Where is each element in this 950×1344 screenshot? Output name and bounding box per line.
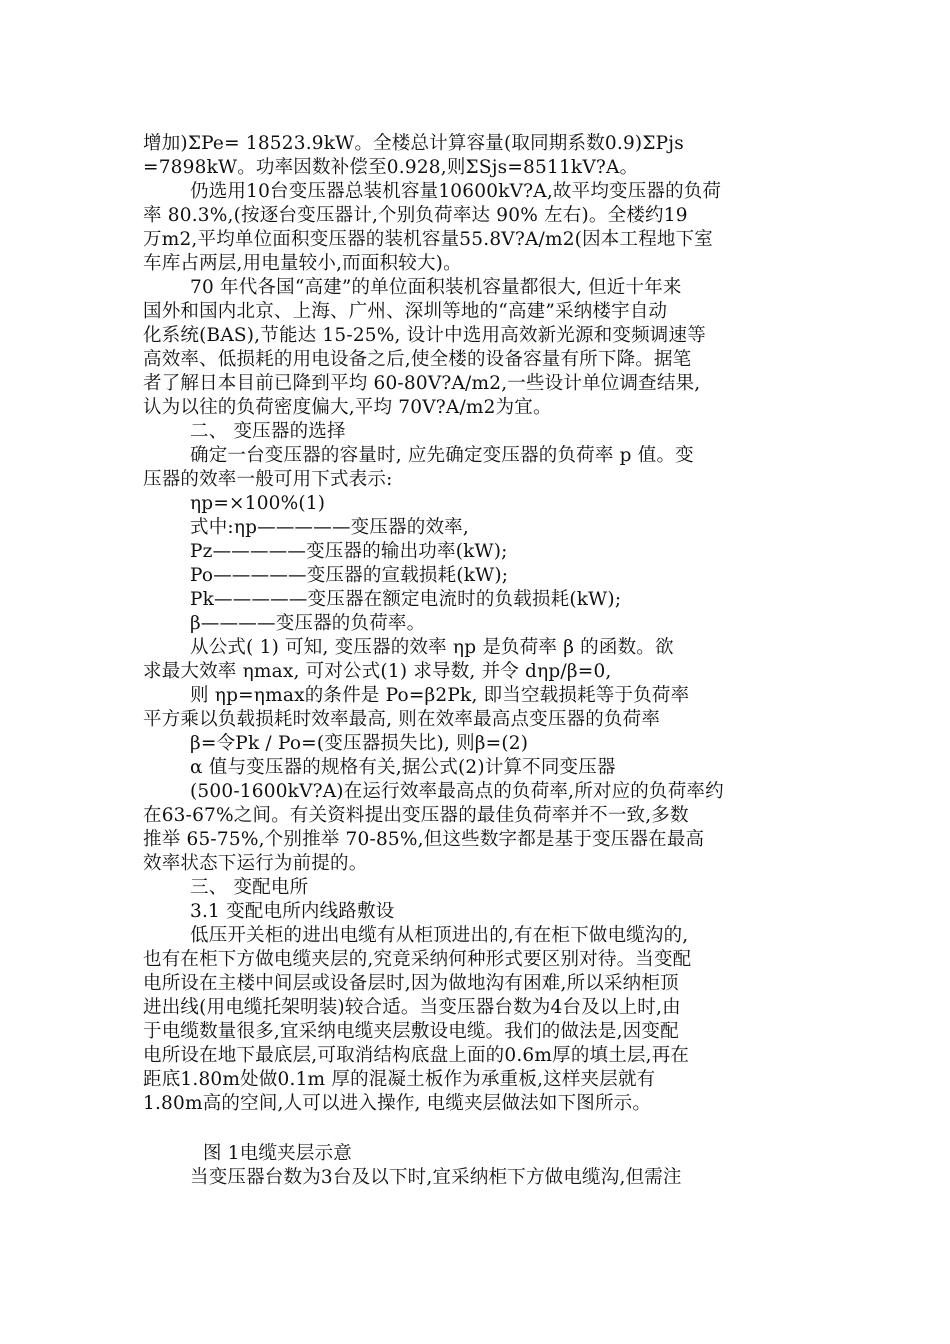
text-line: 进出线(用电缆托架明装)较合适。当变压器台数为4台及以上时,由: [143, 997, 681, 1018]
section-heading: 二、 变压器的选择: [190, 421, 346, 442]
text-line: α 值与变压器的规格有关,据公式(2)计算不同变压器: [190, 757, 616, 778]
text-line: 低压开关柜的进出电缆有从柜顶进出的,有在柜下做电缆沟的,: [190, 925, 689, 946]
text-line: 增加)ΣPe= 18523.9kW。全楼总计算容量(取同期系数0.9)ΣPjs: [143, 133, 684, 154]
text-line: 国外和国内北京、上海、广州、深圳等地的“高建”采纳楼宇自动: [143, 301, 668, 322]
text-line: 确定一台变压器的容量时, 应先确定变压器的负荷率 p 值。变: [190, 445, 694, 466]
text-line: 仍选用10台变压器总装机容量10600kV?A,故平均变压器的负荷: [190, 181, 722, 202]
text-line: 求最大效率 ηmax, 可对公式(1) 求导数, 并令 dηp/β=0,: [143, 661, 612, 682]
text-line: 万m2,平均单位面积变压器的装机容量55.8V?A/m2(因本工程地下室: [143, 229, 713, 250]
text-line: =7898kW。功率因数补偿至0.928,则ΣSjs=8511kV?A。: [143, 157, 639, 178]
text-line: 电所设在主楼中间层或设备层时,因为做地沟有困难,所以采纳柜顶: [143, 973, 679, 994]
text-line: Pk—————变压器在额定电流时的负载损耗(kW);: [190, 589, 622, 610]
subsection-heading: 3.1 变配电所内线路敷设: [190, 901, 395, 922]
text-line: 70 年代各国“高建”的单位面积装机容量都很大, 但近十年来: [190, 277, 682, 298]
text-line: (500-1600kV?A)在运行效率最高点的负荷率,所对应的负荷率约: [190, 781, 724, 802]
text-line: 从公式( 1) 可知, 变压器的效率 ηp 是负荷率 β 的函数。欲: [190, 637, 674, 658]
formula-line: ηp=×100%(1): [190, 493, 326, 514]
text-line: 车库占两层,用电量较小,而面积较大)。: [143, 253, 462, 274]
text-line: β————变压器的负荷率。: [190, 613, 426, 634]
text-line: Po—————变压器的宣载损耗(kW);: [190, 565, 509, 586]
text-line: 也有在柜下方做电缆夹层的,究竟采纳何种形式要区别对待。当变配: [143, 949, 692, 970]
text-line: 式中:ηp—————变压器的效率,: [190, 517, 469, 538]
text-line: Pz—————变压器的输出功率(kW);: [190, 541, 508, 562]
text-line: 压器的效率一般可用下式表示:: [143, 469, 393, 490]
text-line: 化系统(BAS),节能达 15-25%, 设计中选用高效新光源和变频调速等: [143, 325, 706, 346]
text-line: 电所设在地下最底层,可取消结构底盘上面的0.6m厚的填土层,再在: [143, 1045, 690, 1066]
text-line: 率 80.3%,(按逐台变压器计,个别负荷率达 90% 左右)。全楼约19: [143, 205, 688, 226]
text-line: 推举 65-75%,个别推举 70-85%,但这些数字都是基于变压器在最高: [143, 829, 705, 850]
text-line: 在63-67%之间。有关资料提出变压器的最佳负荷率并不一致,多数: [143, 805, 689, 826]
text-line: 者了解日本目前已降到平均 60-80V?A/m2,一些设计单位调查结果,: [143, 373, 701, 394]
text-line: 平方乘以负载损耗时效率最高, 则在效率最高点变压器的负荷率: [143, 709, 661, 730]
text-line: 当变压器台数为3台及以下时,宜采纳柜下方做电缆沟,但需注: [190, 1167, 682, 1188]
text-line: 于电缆数量很多,宜采纳电缆夹层敷设电缆。我们的做法是,因变配: [143, 1021, 679, 1042]
text-line: 1.80m高的空间,人可以进入操作, 电缆夹层做法如下图所示。: [143, 1093, 652, 1114]
section-heading: 三、 变配电所: [190, 877, 309, 898]
figure-caption: 图 1电缆夹层示意: [203, 1143, 352, 1164]
text-line: 高效率、低损耗的用电设备之后,使全楼的设备容量有所下降。据笔: [143, 349, 692, 370]
text-line: 则 ηp=ηmax的条件是 Po=β2Pk, 即当空载损耗等于负荷率: [190, 685, 690, 706]
text-line: 认为以往的负荷密度偏大,平均 70V?A/m2为宜。: [143, 397, 552, 418]
formula-line: β=令Pk / Po=(变压器损失比), 则β=(2): [190, 733, 529, 754]
text-line: 距底1.80m处做0.1m 厚的混凝土板作为承重板,这样夹层就有: [143, 1069, 656, 1090]
text-line: 效率状态下运行为前提的。: [143, 853, 368, 874]
